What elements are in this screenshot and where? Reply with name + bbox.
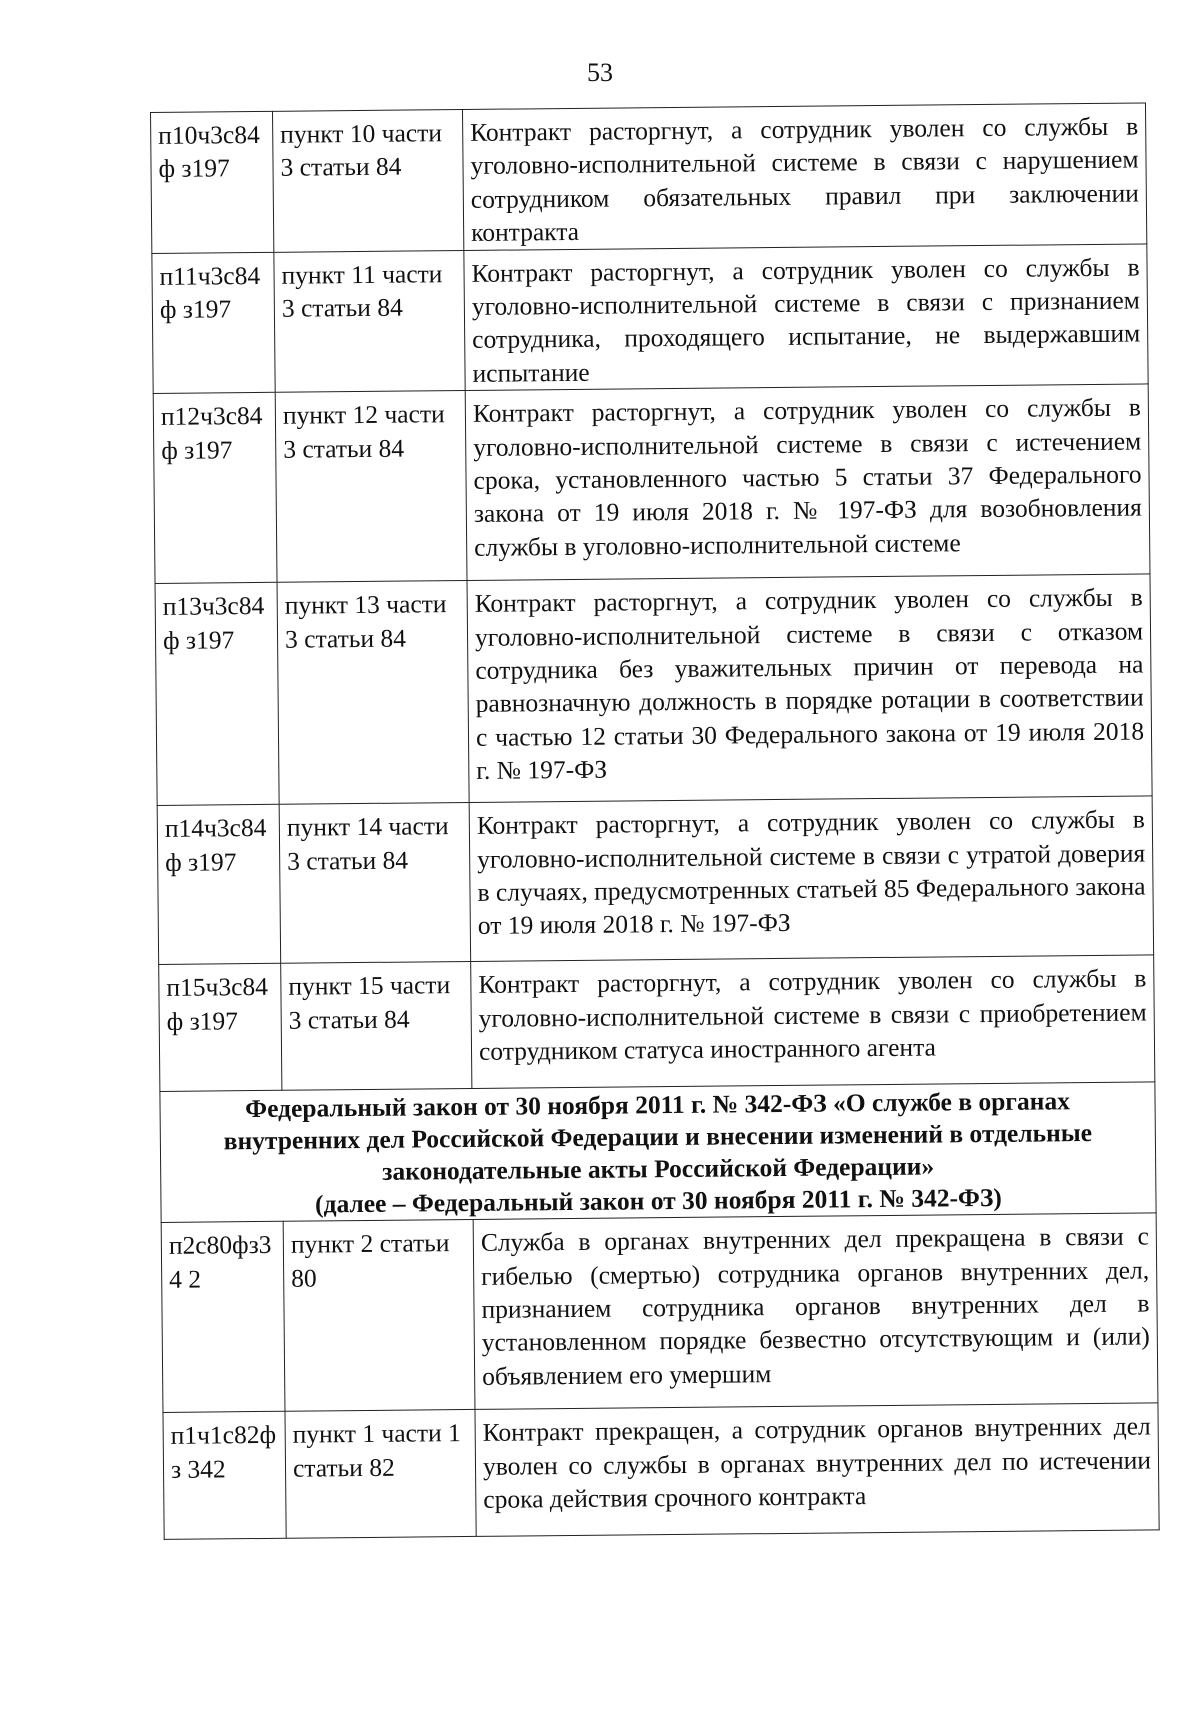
- table-row: [155, 574, 1152, 806]
- row-code: п12ч3с84ф з197: [153, 393, 277, 584]
- row-description: Контракт расторгнут, а сотрудник уволен со службы в уголовно-исполнительной системе в связи с признанием сотрудника, проходящего испытание, не выдержавшим испытание: [464, 244, 1148, 391]
- row-description: Контракт расторгнут, а сотрудник уволен со службы в уголовно-исполнительной системе в связи с истечением срока, установленного частью 5 статьи 37 Федерального закона от 19 июля 2018 г. № 197-ФЗ для возобновления службы в уголовно-исполнительной системе: [465, 384, 1150, 581]
- table-row: [152, 244, 1148, 394]
- row-code: п13ч3с84ф з197: [155, 583, 279, 806]
- row-description: Контракт расторгнут, а сотрудник уволен со службы в уголовно-исполнительной системе в связи с отказом сотрудника без уважительных причин от перевода на равнозначную должность в порядке ротации в соответствии с частью 12 статьи 30 Федерального закона от 19 июля 2018 г. № 197-ФЗ: [467, 574, 1152, 803]
- row-reference: пункт 1 части 1 статьи 82: [285, 1410, 476, 1539]
- row-reference: пункт 2 статьи 80: [283, 1220, 475, 1412]
- table-row: [159, 955, 1155, 1092]
- row-reference: пункт 12 части 3 статьи 84: [275, 391, 467, 583]
- row-code: п14ч3с84ф з197: [157, 805, 281, 965]
- table-row: [157, 796, 1153, 965]
- row-code: п1ч1с82фз 342: [163, 1412, 286, 1540]
- row-code: п10ч3с84ф з197: [151, 111, 274, 253]
- table-row: [151, 103, 1147, 253]
- section-heading: [160, 1082, 1156, 1223]
- table-row: [163, 1403, 1159, 1540]
- row-reference: пункт 10 части 3 статьи 84: [272, 110, 463, 252]
- row-reference: пункт 15 части 3 статьи 84: [281, 962, 472, 1091]
- row-description: Контракт расторгнут, а сотрудник уволен со службы в уголовно-исполнительной системе в связи с приобретением сотрудником статуса иностранного агента: [471, 955, 1155, 1089]
- row-code: п2с80фз34 2: [161, 1222, 285, 1413]
- row-code: п11ч3с84ф з197: [152, 252, 275, 394]
- row-description: Контракт прекращен, а сотрудник органов внутренних дел уволен со службы в органах внутренних дел по истечении срока действия срочного контракта: [475, 1403, 1159, 1537]
- page-number: 53: [587, 58, 613, 87]
- row-reference: пункт 11 части 3 статьи 84: [274, 250, 465, 392]
- section-heading-row: [160, 1082, 1156, 1223]
- row-reference: пункт 14 части 3 статьи 84: [279, 803, 471, 964]
- row-reference: пункт 13 части 3 статьи 84: [277, 581, 469, 805]
- table-row: [161, 1213, 1158, 1413]
- section-heading-subtitle: (далее – Федеральный закон от 30 ноября 2011 г. № 342-ФЗ): [314, 1183, 1002, 1219]
- row-description: Контракт расторгнут, а сотрудник уволен со службы в уголовно-исполнительной системе в связи с утратой доверия в случаях, предусмотренных статьей 85 Федерального закона от 19 июля 2018 г. № 197-ФЗ: [469, 796, 1153, 962]
- section-heading-title: Федеральный закон от 30 ноября 2011 г. № 342-ФЗ «О службе в органах внутренних дел Российской Федерации и внесении изменений в отдельные законодательные акты Российской Федерации»: [223, 1086, 1093, 1187]
- row-description: Служба в органах внутренних дел прекращена в связи с гибелью (смертью) сотрудника органов внутренних дел, признанием сотрудника органов внутренних дел в установленном порядке безвестно отсутствующим и (или) объявлением его умершим: [473, 1213, 1158, 1410]
- regulation-table: [150, 102, 1160, 1540]
- row-description: Контракт расторгнут, а сотрудник уволен со службы в уголовно-исполнительной системе в связи с нарушением сотрудником обязательных правил при заключении контракта: [462, 103, 1146, 250]
- row-code: п15ч3с84ф з197: [159, 964, 282, 1092]
- table-row: [153, 384, 1150, 584]
